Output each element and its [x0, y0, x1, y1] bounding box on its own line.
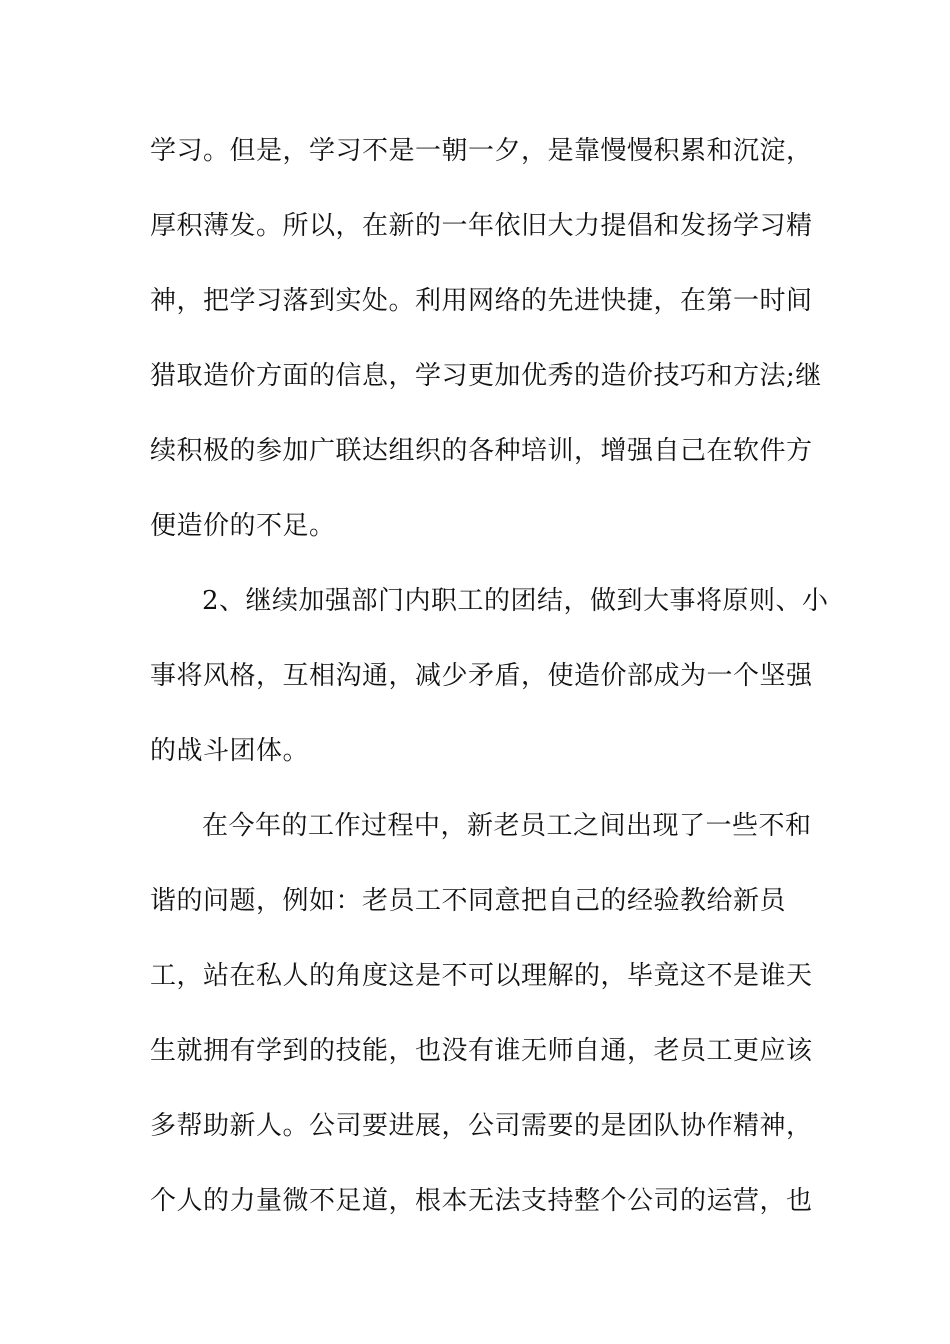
- text-line: 事将风格，互相沟通，减少矛盾，使造价部成为一个坚强: [150, 661, 813, 691]
- text-line: 生就拥有学到的技能，也没有谁无师自通，老员工更应该: [150, 1036, 813, 1066]
- text-line: 多帮助新人。公司要进展，公司需要的是团队协作精神，: [150, 1111, 813, 1141]
- text-line: 的战斗团体。: [150, 736, 310, 766]
- text-line: 工，站在私人的角度这是不可以理解的，毕竟这不是谁天: [150, 961, 813, 991]
- text-line: 学习。但是，学习不是一朝一夕，是靠慢慢积累和沉淀，: [150, 136, 813, 166]
- text-line: 神，把学习落到实处。利用网络的先进快捷，在第一时间: [150, 286, 813, 316]
- text-line: 续积极的参加广联达组织的各种培训，增强自己在软件方: [150, 436, 813, 466]
- text-line: 谐的问题，例如：老员工不同意把自己的经验教给新员: [150, 886, 787, 916]
- text-line: 便造价的不足。: [150, 511, 336, 541]
- text-line: 2、继续加强部门内职工的团结，做到大事将原则、小: [202, 586, 829, 616]
- document-body: [150, 128, 829, 1253]
- text-line: 在今年的工作过程中，新老员工之间出现了一些不和: [202, 811, 812, 841]
- text-line: 个人的力量微不足道，根本无法支持整个公司的运营，也: [150, 1186, 813, 1216]
- text-line: 厚积薄发。所以，在新的一年依旧大力提倡和发扬学习精: [150, 211, 813, 241]
- text-line: 猎取造价方面的信息，学习更加优秀的造价技巧和方法;继: [150, 361, 822, 391]
